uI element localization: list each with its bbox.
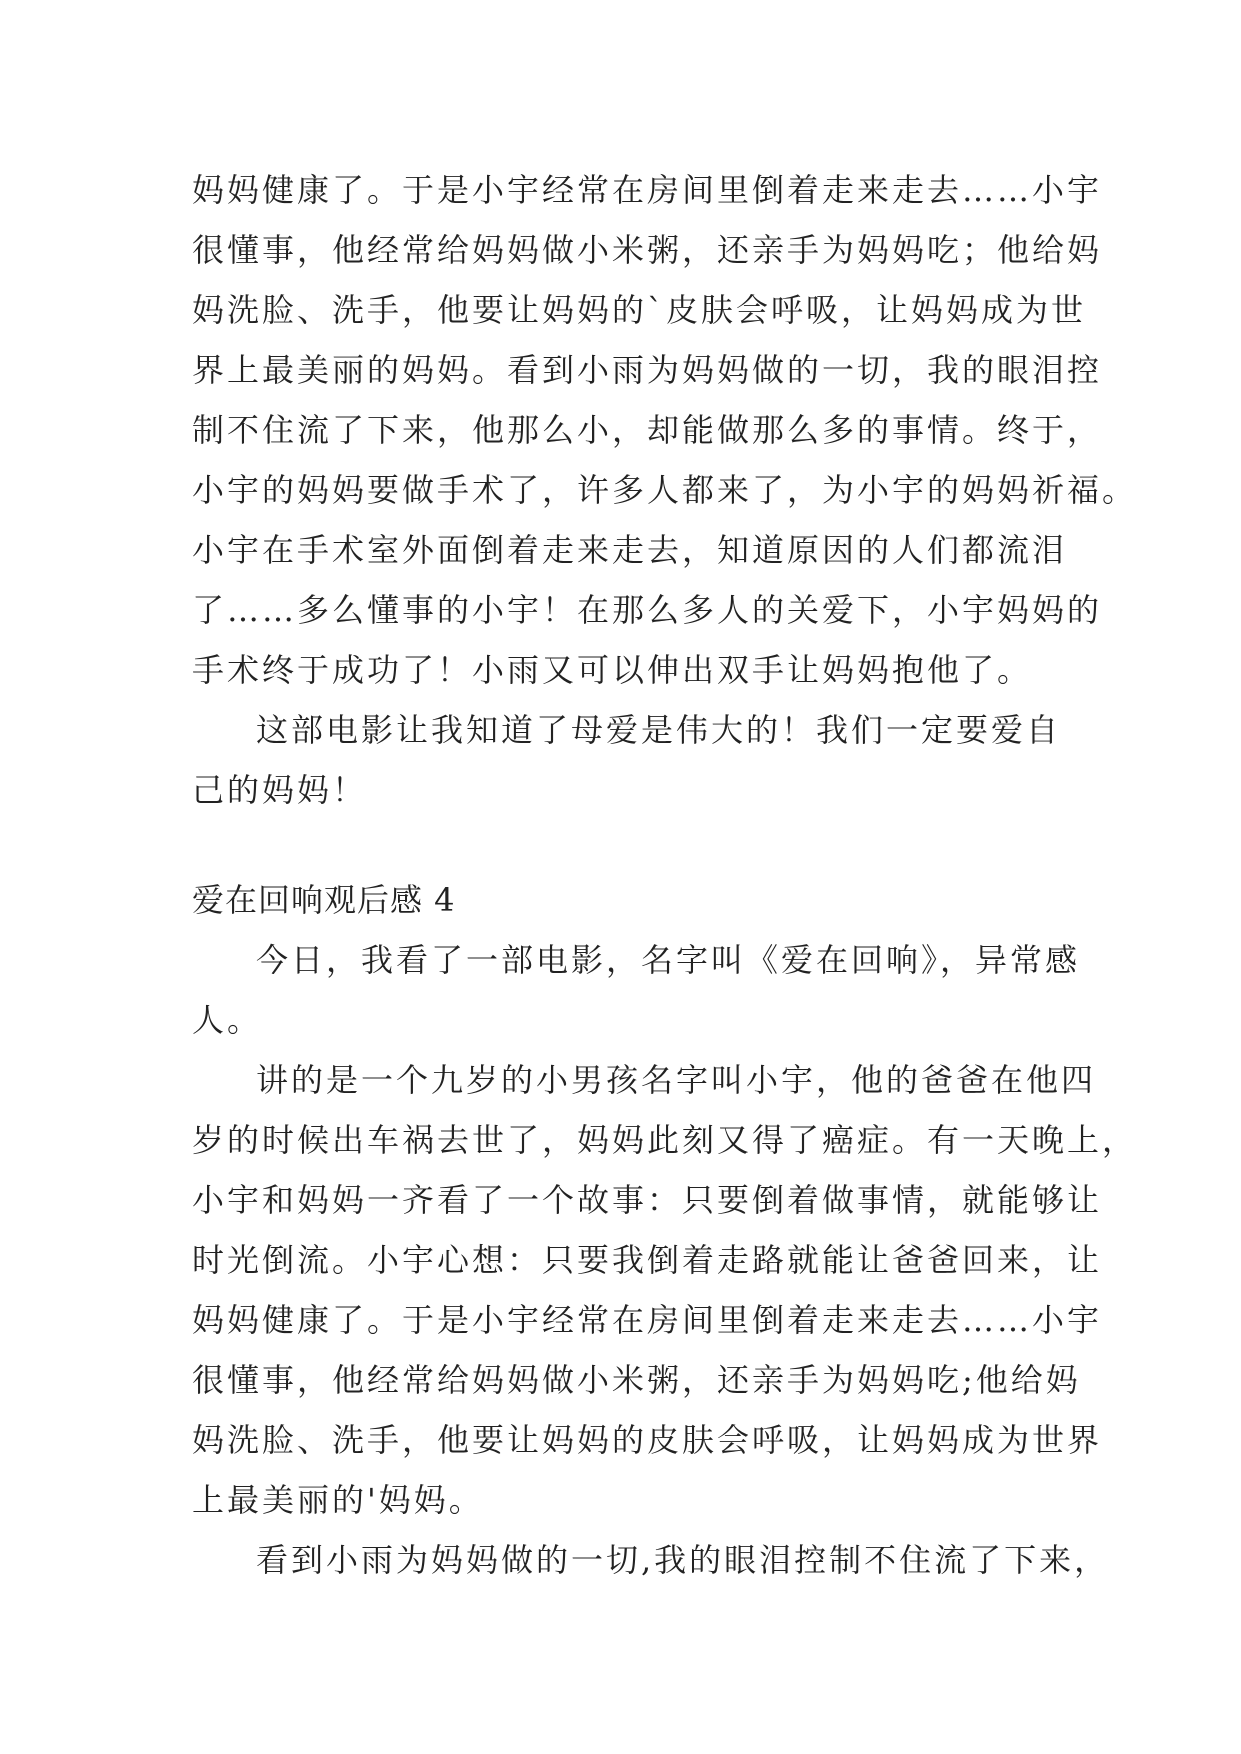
text-line: 很懂事，他经常给妈妈做小米粥，还亲手为妈妈吃；他给妈 [192,231,1103,269]
text-line: 很懂事，他经常给妈妈做小米粥，还亲手为妈妈吃;他给妈 [192,1361,1081,1399]
text-line: 岁的时候出车祸去世了，妈妈此刻又得了癌症。有一天晚上， [192,1121,1138,1159]
text-line: 小宇的妈妈要做手术了，许多人都来了，为小宇的妈妈祈福。 [192,471,1138,509]
text-line: 小宇在手术室外面倒着走来走去，知道原因的人们都流泪 [192,531,1068,569]
paragraph-story [192,1050,1138,1530]
text-line: 上最美丽的'妈妈。 [192,1481,484,1519]
text-line: 妈洗脸、洗手，他要让妈妈的`皮肤会呼吸，让妈妈成为世 [192,291,1087,329]
text-line: 讲的是一个九岁的小男孩名字叫小宇，他的爸爸在他四 [256,1061,1097,1099]
text-line: 制不住流了下来，他那么小，却能做那么多的事情。终于， [192,411,1103,449]
paragraph-intro [192,930,1081,1050]
text-line: 界上最美丽的妈妈。看到小雨为妈妈做的一切，我的眼泪控 [192,351,1103,389]
text-line: 这部电影让我知道了母爱是伟大的！我们一定要爱自 [256,711,1062,749]
document-body [192,160,1138,1590]
text-line: 己的妈妈！ [192,771,368,809]
text-line: 人。 [192,1001,263,1039]
section-heading: 爱在回响观后感 4 [192,881,456,919]
text-line: 小宇和妈妈一齐看了一个故事：只要倒着做事情，就能够让 [192,1181,1103,1219]
text-line: 了……多么懂事的小宇！在那么多人的关爱下，小宇妈妈的 [192,591,1103,629]
paragraph-continued [192,160,1138,700]
text-line: 妈洗脸、洗手，他要让妈妈的皮肤会呼吸，让妈妈成为世界 [192,1421,1103,1459]
text-line: 妈妈健康了。于是小宇经常在房间里倒着走来走去……小宇 [192,171,1103,209]
text-line: 时光倒流。小宇心想：只要我倒着走路就能让爸爸回来，让 [192,1241,1103,1279]
paragraph-reflection [192,1530,1110,1590]
text-line: 妈妈健康了。于是小宇经常在房间里倒着走来走去……小宇 [192,1301,1103,1339]
text-line: 今日，我看了一部电影，名字叫《爱在回响》，异常感 [256,941,1081,979]
section-gap [192,820,1052,870]
paragraph-conclusion [192,700,1062,820]
text-line: 看到小雨为妈妈做的一切,我的眼泪控制不住流了下来， [256,1541,1110,1579]
text-line: 手术终于成功了！小雨又可以伸出双手让妈妈抱他了。 [192,651,1033,689]
